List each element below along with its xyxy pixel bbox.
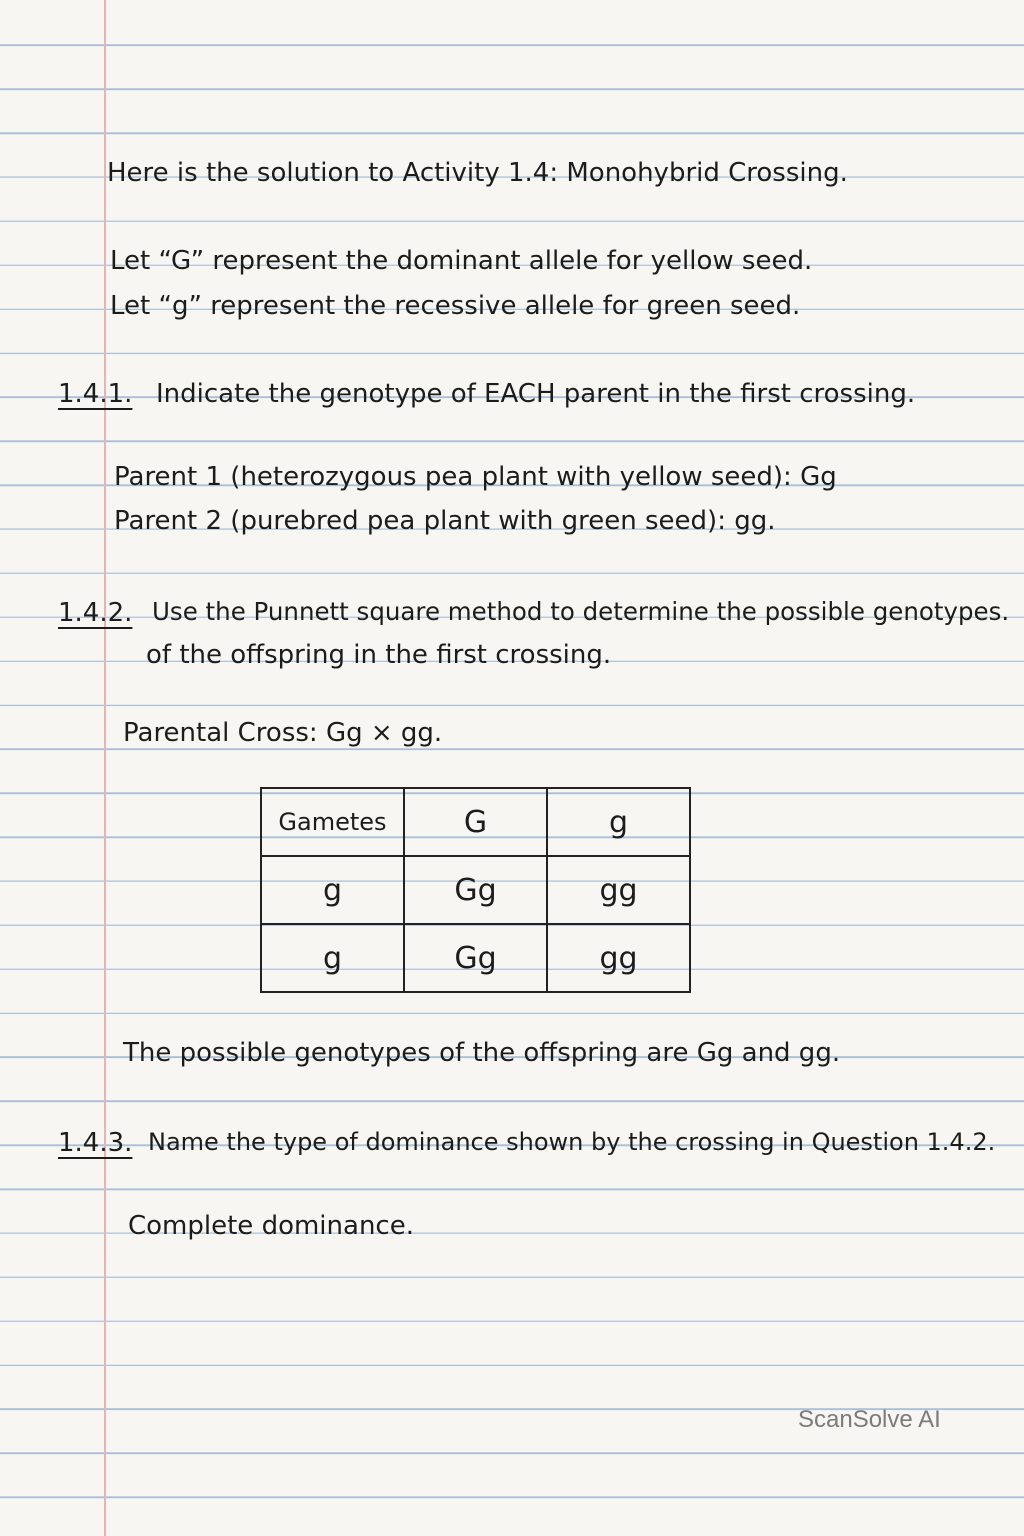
gamete-row-label: g <box>261 856 404 924</box>
offspring-cell: gg <box>547 924 690 992</box>
parent-1-answer: Parent 1 (heterozygous pea plant with yellow seed): Gg <box>114 462 837 492</box>
question-number-1: 1.4.1. <box>58 379 133 409</box>
offspring-cell: Gg <box>404 856 547 924</box>
parental-cross: Parental Cross: Gg × gg. <box>123 718 443 748</box>
punnett-square <box>260 787 691 993</box>
offspring-cell: Gg <box>404 924 547 992</box>
question-number-2: 1.4.2. <box>58 598 133 628</box>
gamete-header-cell: G <box>404 788 547 856</box>
offspring-cell: gg <box>547 856 690 924</box>
intro-line: Here is the solution to Activity 1.4: Monohybrid Crossing. <box>107 158 848 188</box>
brand-watermark: ScanSolve AI <box>798 1406 941 1433</box>
margin-line <box>104 0 106 1536</box>
question-1-text: Indicate the genotype of EACH parent in the first crossing. <box>156 379 916 409</box>
gamete-header-cell: g <box>547 788 690 856</box>
gamete-row-label: g <box>261 924 404 992</box>
question-3-text: Name the type of dominance shown by the crossing in Question 1.4.2. <box>148 1128 996 1156</box>
parent-2-answer: Parent 2 (purebred pea plant with green seed): gg. <box>114 506 776 536</box>
question-2-line-1: Use the Punnett square method to determine the possible genotypes. <box>152 597 1010 626</box>
let-dominant-line: Let “G” represent the dominant allele for yellow seed. <box>110 246 813 276</box>
question-number-3: 1.4.3. <box>58 1128 133 1158</box>
punnett-row <box>261 924 690 992</box>
punnett-header-row <box>261 788 690 856</box>
conclusion-line: The possible genotypes of the offspring are Gg and gg. <box>123 1038 841 1068</box>
question-2-line-2: of the offspring in the first crossing. <box>146 640 612 670</box>
gametes-header: Gametes <box>261 788 404 856</box>
let-recessive-line: Let “g” represent the recessive allele for green seed. <box>110 291 801 321</box>
question-3-answer: Complete dominance. <box>128 1211 414 1241</box>
punnett-row <box>261 856 690 924</box>
